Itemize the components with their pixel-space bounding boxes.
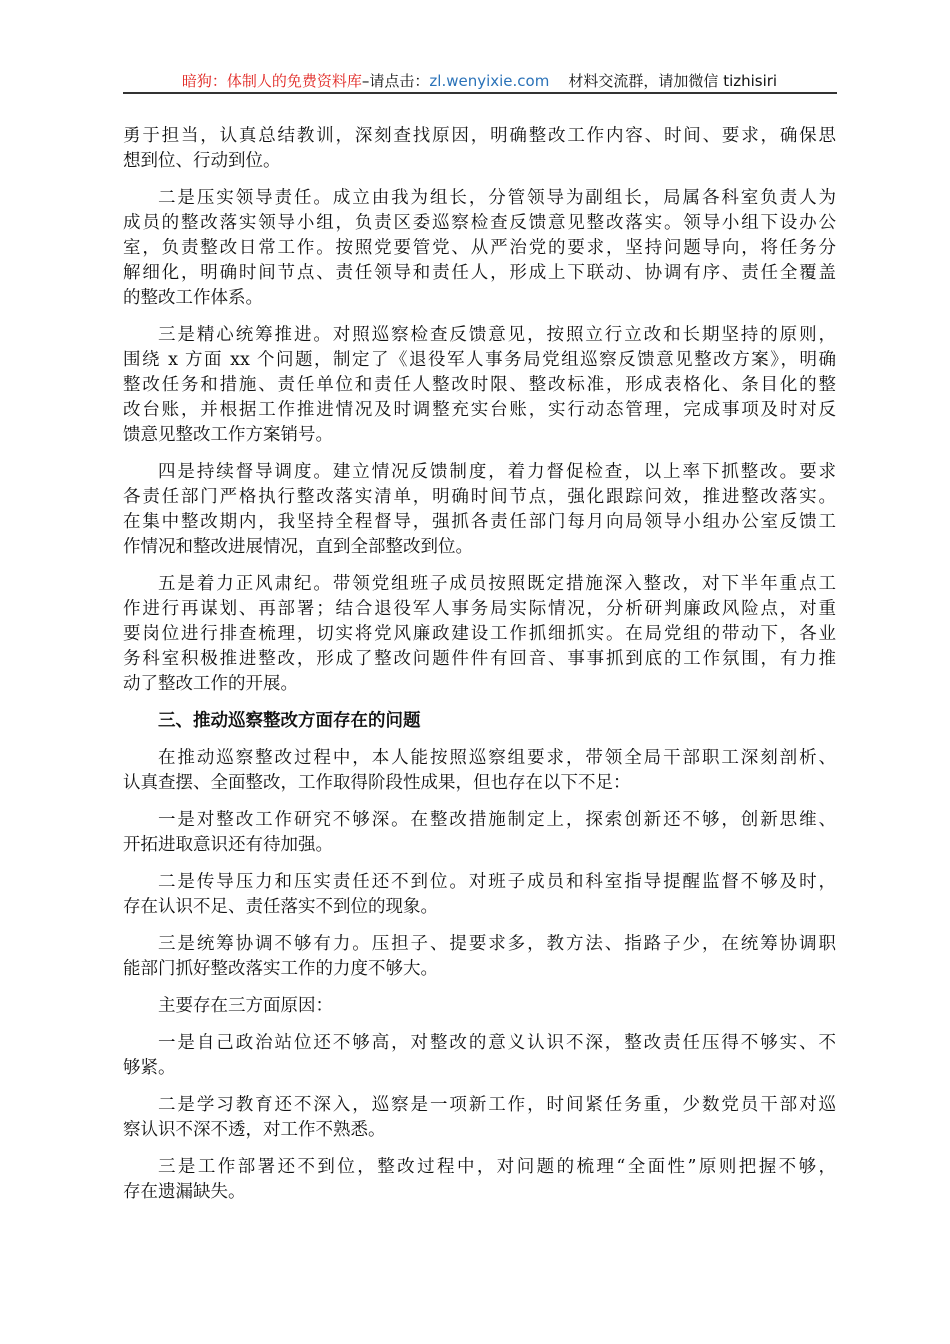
paragraph xyxy=(123,1031,836,1081)
paragraph xyxy=(123,932,836,982)
section-heading xyxy=(123,709,836,734)
text-line: 三、推动巡察整改方面存在的问题 xyxy=(158,711,421,731)
text-line: 动了整改工作的开展。 xyxy=(123,674,298,694)
paragraph xyxy=(123,186,836,311)
text-line: 察认识不深不透，对工作不熟悉。 xyxy=(123,1120,386,1140)
text-line: 能部门抓好整改落实工作的力度不够大。 xyxy=(123,959,438,979)
text-line: 室，负责整改日常工作。按照党要管党、从严治党的要求，坚持问题导向，将任务分 xyxy=(123,238,836,258)
paragraph xyxy=(123,1093,836,1143)
header-contact: 材料交流群，请加微信 tizhisiri xyxy=(568,72,778,90)
text-line: 存在遗漏缺失。 xyxy=(123,1182,246,1202)
text-line: 二是学习教育还不深入，巡察是一项新工作，时间紧任务重，少数党员干部对巡 xyxy=(158,1095,836,1115)
header-link[interactable]: zl.wenyixie.com xyxy=(429,72,550,90)
paragraph xyxy=(123,808,836,858)
text-line: 三是统筹协调不够有力。压担子、提要求多，教方法、指路子少，在统筹协调职 xyxy=(158,934,836,954)
text-line: 三是精心统筹推进。对照巡察检查反馈意见，按照立行立改和长期坚持的原则， xyxy=(158,325,836,345)
text-line: 勇于担当，认真总结教训，深刻查找原因，明确整改工作内容、时间、要求，确保思 xyxy=(123,126,836,146)
paragraph xyxy=(123,460,836,560)
paragraph xyxy=(123,124,836,174)
text-line: 认真查摆、全面整改，工作取得阶段性成果，但也存在以下不足： xyxy=(123,773,631,793)
text-line: 务科室积极推进整改，形成了整改问题件件有回音、事事抓到底的工作氛围，有力推 xyxy=(123,649,836,669)
header-divider xyxy=(123,92,837,94)
paragraph xyxy=(123,994,836,1019)
text-line: 的整改工作体系。 xyxy=(123,288,263,308)
text-line: 各责任部门严格执行整改落实清单，明确时间节点，强化跟踪问效，推进整改落实。 xyxy=(123,487,836,507)
text-line: 作进行再谋划、再部署；结合退役军人事务局实际情况，分析研判廉政风险点，对重 xyxy=(123,599,836,619)
text-line: 在集中整改期内，我坚持全程督导，强抓各责任部门每月向局领导小组办公室反馈工 xyxy=(123,512,836,532)
document-body xyxy=(123,124,836,1217)
text-line: 五是着力正风肃纪。带领党组班子成员按照既定措施深入整改，对下半年重点工 xyxy=(158,574,836,594)
text-line: 想到位、行动到位。 xyxy=(123,151,281,171)
text-line: 四是持续督导调度。建立情况反馈制度，着力督促检查，以上率下抓整改。要求 xyxy=(158,462,836,482)
text-line: 三是工作部署还不到位，整改过程中，对问题的梳理“全面性”原则把握不够， xyxy=(158,1157,836,1177)
paragraph xyxy=(123,572,836,697)
text-line: 够紧。 xyxy=(123,1058,176,1078)
text-line: 一是自己政治站位还不够高，对整改的意义认识不深，整改责任压得不够实、不 xyxy=(158,1033,836,1053)
text-line: 开拓进取意识还有待加强。 xyxy=(123,835,333,855)
paragraph xyxy=(123,323,836,448)
text-line: 改台账，并根据工作推进情况及时调整充实台账，实行动态管理，完成事项及时对反 xyxy=(123,400,836,420)
paragraph xyxy=(123,1155,836,1205)
text-line: 成员的整改落实领导小组，负责区委巡察检查反馈意见整改落实。领导小组下设办公 xyxy=(123,213,836,233)
text-line: 解细化，明确时间节点、责任领导和责任人，形成上下联动、协调有序、责任全覆盖 xyxy=(123,263,836,283)
text-line: 围绕 x 方面 xx 个问题，制定了《退役军人事务局党组巡察反馈意见整改方案》，明确 xyxy=(123,350,836,370)
paragraph xyxy=(123,870,836,920)
text-line: 存在认识不足、责任落实不到位的现象。 xyxy=(123,897,438,917)
paragraph xyxy=(123,746,836,796)
text-line: 在推动巡察整改过程中，本人能按照巡察组要求，带领全局干部职工深刻剖析、 xyxy=(158,748,836,768)
header-brand: 暗狗：体制人的免费资料库 xyxy=(181,72,362,90)
page-header xyxy=(123,70,836,91)
text-line: 二是传导压力和压实责任还不到位。对班子成员和科室指导提醒监督不够及时， xyxy=(158,872,836,892)
text-line: 要岗位进行排查梳理，切实将党风廉政建设工作抓细抓实。在局党组的带动下，各业 xyxy=(123,624,836,644)
text-line: 二是压实领导责任。成立由我为组长，分管领导为副组长，局属各科室负责人为 xyxy=(158,188,836,208)
text-line: 作情况和整改进展情况，直到全部整改到位。 xyxy=(123,537,473,557)
text-line: 主要存在三方面原因： xyxy=(158,996,333,1016)
text-line: 馈意见整改工作方案销号。 xyxy=(123,425,333,445)
header-click-prefix: –请点击： xyxy=(361,72,430,90)
text-line: 一是对整改工作研究不够深。在整改措施制定上，探索创新还不够，创新思维、 xyxy=(158,810,836,830)
text-line: 整改任务和措施、责任单位和责任人整改时限、整改标准，形成表格化、条目化的整 xyxy=(123,375,836,395)
